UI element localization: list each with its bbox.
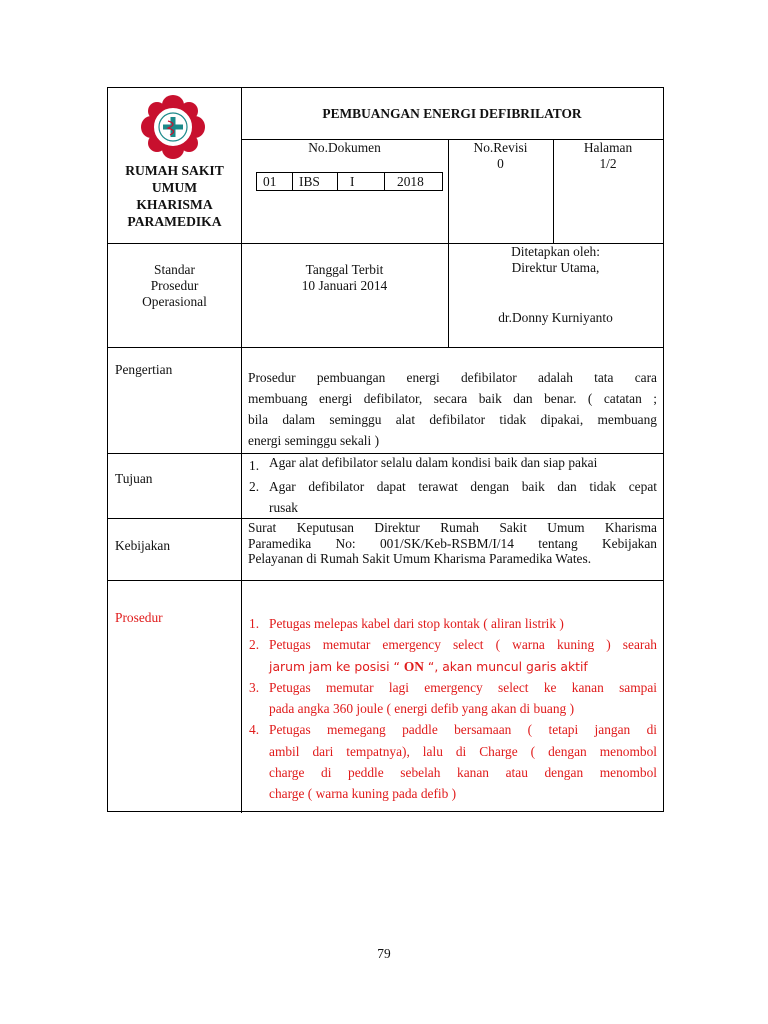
sop-label-line: Operasional [142,294,207,309]
doc-number-part: I [338,173,385,191]
text-line: membuang energi defibilator, secara baik dan benar. ( catatan ; [248,391,657,406]
page-number: 79 [377,946,391,961]
hospital-name [108,162,241,230]
approval-block [448,244,663,326]
text-line: charge ( warna kuning pada defib ) [269,786,457,802]
on-keyword: ON [403,658,424,674]
revision-value: 0 [497,156,504,171]
text-run: “, akan muncul garis aktif [423,658,588,674]
doc-number-part: IBS [293,173,338,191]
approved-by-role: Direktur Utama, [511,260,600,275]
section-body-kebijakan [248,520,657,567]
text-line: Petugas melepas kabel dari stop kontak ( aliran listrik ) [269,616,564,631]
issue-date-value: 10 Januari 2014 [301,278,388,293]
revision-label: No.Revisi [473,140,528,155]
text-line: Petugas memegang paddle bersamaan ( tetapi jangan di [269,722,657,738]
sop-label-line: Standar [154,262,195,277]
text-line: Paramedika No: 001/SK/Keb-RSBM/I/14 tentang Kebijakan [248,535,657,551]
hospital-emblem-icon [141,95,205,159]
issue-date-label: Tanggal Terbit [305,262,384,277]
list-item [241,455,657,471]
doc-number-part: 2018 [385,173,443,191]
section-label-prosedur: Prosedur [115,610,163,625]
text-line [269,656,657,677]
section-label-tujuan: Tujuan [115,471,153,486]
text-line: ambil dari tempatnya), lalu di Charge ( dengan menombol [269,743,657,759]
sop-label [108,262,241,310]
doc-number-part: 01 [257,173,293,191]
section-label-pengertian: Pengertian [115,362,173,377]
sop-label-line: Prosedur [150,278,199,293]
list-number: 2. [249,479,260,494]
list-item [241,634,657,677]
hospital-name-line: UMUM [151,180,198,195]
list-number: 3. [249,679,260,695]
text-line: Petugas memutar lagi emergency select ke kanan sampai [269,679,657,695]
list-number: 1. [249,458,260,473]
doc-number-label: No.Dokumen [308,140,381,155]
section-label-kebijakan: Kebijakan [115,538,171,553]
text-line: charge di peddle sebelah kanan atau dengan menombol [269,765,657,781]
text-line: Agar defibilator dapat terawat dengan baik dan tidak cepat [269,479,657,494]
section-body-pengertian [248,367,657,451]
text-line: Surat Keputusan Direktur Rumah Sakit Umum Kharisma [248,520,657,535]
list-number: 4. [249,722,260,738]
issue-date-block [241,262,448,294]
page-value: 1/2 [599,156,617,171]
list-item [241,476,657,518]
sop-document [107,87,664,812]
doc-number-table [256,172,443,191]
hospital-name-line: PARAMEDIKA [127,214,222,229]
text-line: Prosedur pembuangan energi defibilator adalah tata cara [248,370,657,385]
divider [241,243,242,348]
approved-by-label: Ditetapkan oleh: [511,244,600,259]
divider [108,580,663,581]
divider [108,453,663,454]
list-item [241,719,657,804]
divider [108,518,663,519]
approved-by-name: dr.Donny Kurniyanto [498,310,613,325]
text-line: Pelayanan di Rumah Sakit Umum Kharisma Paramedika Wates. [248,551,592,566]
text-line: Petugas memutar emergency select ( warna kuning ) searah [269,637,657,653]
list-number: 2. [249,637,260,653]
section-body-prosedur [241,613,657,805]
list-number: 1. [249,616,260,631]
text-line: pada angka 360 joule ( energi defib yang akan di buang ) [269,701,575,717]
text-line: bila dalam seminggu alat defibilator tidak dipakai, membuang [248,412,657,427]
text-line: energi seminggu sekali ) [248,433,380,448]
section-body-tujuan [241,455,657,518]
text-line: rusak [269,500,299,515]
document-title: PEMBUANGAN ENERGI DEFIBRILATOR [322,106,582,121]
text-line: Agar alat defibilator selalu dalam kondisi baik dan siap pakai [269,455,598,470]
page-label: Halaman [583,140,633,155]
hospital-name-line: KHARISMA [136,197,213,212]
hospital-name-line: RUMAH SAKIT [125,163,224,178]
list-item [241,677,657,720]
text-run: jarum jam ke posisi “ [269,658,404,674]
divider [108,347,663,348]
list-item [241,613,657,634]
